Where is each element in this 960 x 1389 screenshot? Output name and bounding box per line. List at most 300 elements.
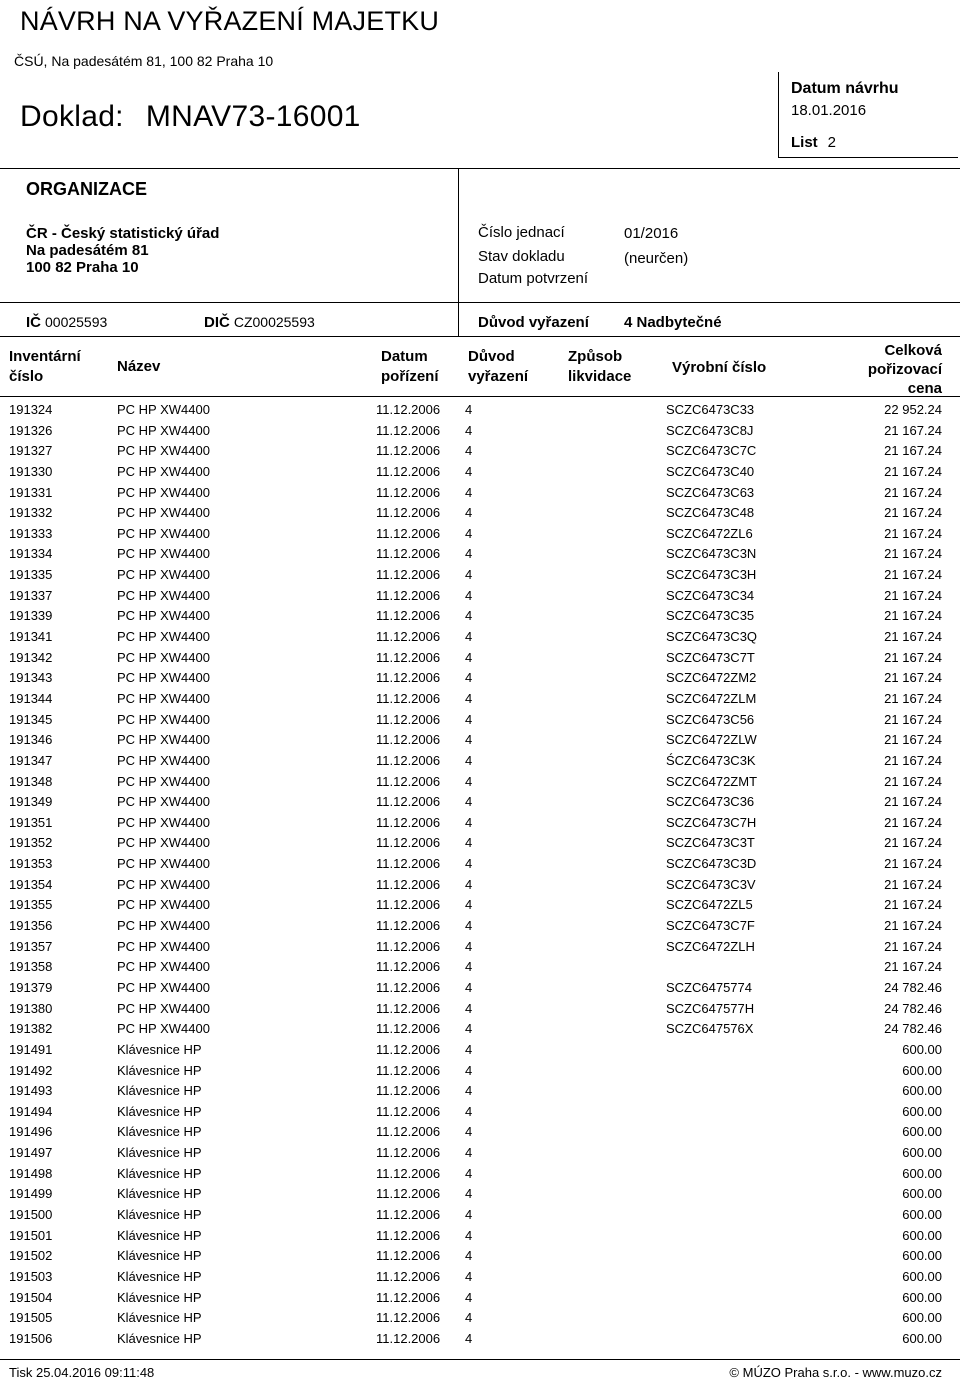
cell-duvod: 4	[465, 670, 473, 686]
cell-datum-porizeni: 11.12.2006	[376, 1000, 441, 1016]
cell-nazev: PC HP XW4400	[117, 773, 210, 789]
cell-duvod: 4	[465, 959, 473, 975]
cell-duvod: 4	[465, 1062, 473, 1078]
cell-duvod: 4	[465, 525, 473, 541]
col-header-line: Způsob	[568, 348, 623, 365]
cell-duvod: 4	[465, 422, 473, 438]
cell-duvod: 4	[465, 463, 473, 479]
cell-duvod: 4	[465, 1145, 473, 1161]
stav-dokladu-label: Stav dokladu	[478, 248, 565, 265]
cell-cena: 600.00	[902, 1310, 942, 1326]
col-header-line: číslo	[9, 368, 44, 385]
cell-datum-porizeni: 11.12.2006	[376, 1186, 441, 1202]
cell-vyrobni-cislo: SCZC6473C56	[666, 711, 755, 727]
date-box	[778, 72, 958, 158]
table-row	[0, 710, 960, 731]
cell-nazev: PC HP XW4400	[117, 897, 210, 913]
table-row	[0, 441, 960, 462]
cell-datum-porizeni: 11.12.2006	[376, 463, 441, 479]
dic-label: DIČ	[204, 314, 230, 331]
cell-duvod: 4	[465, 484, 473, 500]
cell-vyrobni-cislo: SCZC6473C36	[666, 794, 755, 810]
cell-cena: 21 167.24	[884, 814, 942, 830]
cell-datum-porizeni: 11.12.2006	[376, 938, 441, 954]
cell-nazev: PC HP XW4400	[117, 608, 210, 624]
table-row	[0, 648, 960, 669]
table-row	[0, 1081, 960, 1102]
cell-inventarni-cislo: 191345	[9, 711, 53, 727]
cell-inventarni-cislo: 191356	[9, 918, 53, 934]
cell-duvod: 4	[465, 1330, 473, 1346]
col-header-line: pořízení	[381, 368, 439, 385]
cell-cena: 24 782.46	[884, 1000, 942, 1016]
cell-nazev: PC HP XW4400	[117, 794, 210, 810]
cell-nazev: Klávesnice HP	[117, 1041, 202, 1057]
table-row	[0, 978, 960, 999]
cell-duvod: 4	[465, 711, 473, 727]
cell-duvod: 4	[465, 1206, 473, 1222]
table-row	[0, 772, 960, 793]
cell-duvod: 4	[465, 1000, 473, 1016]
col-header-line: Celková	[884, 342, 942, 359]
table-row	[0, 813, 960, 834]
cell-inventarni-cislo: 191492	[9, 1062, 53, 1078]
col-duvod-vyrazeni	[468, 347, 528, 387]
page-footer	[0, 1359, 960, 1389]
cell-datum-porizeni: 11.12.2006	[376, 1248, 441, 1264]
cell-nazev: PC HP XW4400	[117, 402, 210, 417]
list-label: List	[791, 134, 818, 151]
table-row	[0, 565, 960, 586]
cell-nazev: PC HP XW4400	[117, 918, 210, 934]
col-header-line: likvidace	[568, 368, 632, 385]
table-row	[0, 503, 960, 524]
cell-duvod: 4	[465, 1227, 473, 1243]
table-row	[0, 751, 960, 772]
table-row	[0, 957, 960, 978]
list-value: 2	[827, 134, 837, 151]
duvod-vyrazeni-label: Důvod vyřazení	[478, 314, 589, 331]
cell-cena: 21 167.24	[884, 897, 942, 913]
cell-nazev: PC HP XW4400	[117, 546, 210, 562]
ic-field	[26, 314, 107, 331]
cell-datum-porizeni: 11.12.2006	[376, 608, 441, 624]
cell-nazev: Klávesnice HP	[117, 1310, 202, 1326]
table-row	[0, 916, 960, 937]
col-header-line: Datum	[381, 348, 428, 365]
cell-datum-porizeni: 11.12.2006	[376, 856, 441, 872]
print-timestamp: Tisk 25.04.2016 09:11:48	[9, 1365, 155, 1380]
cell-nazev: PC HP XW4400	[117, 525, 210, 541]
asset-table-body	[0, 400, 960, 1349]
organization-name	[26, 225, 219, 276]
cell-inventarni-cislo: 191333	[9, 525, 53, 541]
cell-vyrobni-cislo: SCZC6473C33	[666, 402, 755, 417]
cell-inventarni-cislo: 191334	[9, 546, 53, 562]
table-row	[0, 400, 960, 421]
organization-address-line: Na padesátém 81	[26, 242, 149, 259]
cell-nazev: PC HP XW4400	[117, 649, 210, 665]
cell-inventarni-cislo: 191342	[9, 649, 53, 665]
cell-inventarni-cislo: 191357	[9, 938, 53, 954]
table-row	[0, 854, 960, 875]
cell-cena: 24 782.46	[884, 979, 942, 995]
col-header-line: vyřazení	[468, 368, 529, 385]
cell-cena: 21 167.24	[884, 711, 942, 727]
cell-duvod: 4	[465, 402, 473, 417]
cell-inventarni-cislo: 191331	[9, 484, 53, 500]
cell-nazev: PC HP XW4400	[117, 835, 210, 851]
cell-inventarni-cislo: 191344	[9, 690, 53, 706]
table-row	[0, 606, 960, 627]
cell-inventarni-cislo: 191380	[9, 1000, 53, 1016]
col-header-line: Inventární	[9, 348, 81, 365]
cell-nazev: PC HP XW4400	[117, 422, 210, 438]
cell-nazev: PC HP XW4400	[117, 629, 210, 645]
cell-nazev: PC HP XW4400	[117, 959, 210, 975]
cell-cena: 21 167.24	[884, 629, 942, 645]
cell-datum-porizeni: 11.12.2006	[376, 794, 441, 810]
list-number	[791, 134, 836, 151]
cell-duvod: 4	[465, 1103, 473, 1119]
table-row	[0, 1019, 960, 1040]
cell-duvod: 4	[465, 1248, 473, 1264]
cell-nazev: Klávesnice HP	[117, 1186, 202, 1202]
cell-nazev: Klávesnice HP	[117, 1165, 202, 1181]
stav-dokladu-value: (neurčen)	[624, 250, 689, 267]
cell-cena: 21 167.24	[884, 918, 942, 934]
cell-duvod: 4	[465, 587, 473, 603]
cell-nazev: PC HP XW4400	[117, 814, 210, 830]
cell-inventarni-cislo: 191339	[9, 608, 53, 624]
cell-nazev: Klávesnice HP	[117, 1248, 202, 1264]
cell-nazev: PC HP XW4400	[117, 505, 210, 521]
org-address: ČSÚ, Na padesátém 81, 100 82 Praha 10	[14, 53, 274, 69]
table-row	[0, 1040, 960, 1061]
cell-datum-porizeni: 11.12.2006	[376, 1206, 441, 1222]
table-row	[0, 483, 960, 504]
cell-datum-porizeni: 11.12.2006	[376, 1227, 441, 1243]
cell-datum-porizeni: 11.12.2006	[376, 979, 441, 995]
cell-inventarni-cislo: 191349	[9, 794, 53, 810]
cell-vyrobni-cislo: SCZC6473C3D	[666, 856, 757, 872]
cell-inventarni-cislo: 191332	[9, 505, 53, 521]
cell-inventarni-cislo: 191506	[9, 1330, 53, 1346]
cell-duvod: 4	[465, 690, 473, 706]
cell-nazev: Klávesnice HP	[117, 1103, 202, 1119]
document-number: MNAV73-16001	[145, 100, 361, 133]
cell-nazev: Klávesnice HP	[117, 1145, 202, 1161]
cell-duvod: 4	[465, 752, 473, 768]
cell-cena: 600.00	[902, 1227, 942, 1243]
cell-datum-porizeni: 11.12.2006	[376, 546, 441, 562]
cell-duvod: 4	[465, 814, 473, 830]
cell-cena: 600.00	[902, 1289, 942, 1305]
cell-nazev: PC HP XW4400	[117, 732, 210, 748]
cell-vyrobni-cislo: SCZC6472ZL6	[666, 525, 753, 541]
cell-inventarni-cislo: 191337	[9, 587, 53, 603]
organization-name-line: ČR - Český statistický úřad	[26, 225, 220, 242]
cell-datum-porizeni: 11.12.2006	[376, 732, 441, 748]
cell-inventarni-cislo: 191326	[9, 422, 53, 438]
cell-datum-porizeni: 11.12.2006	[376, 567, 441, 583]
table-row	[0, 1122, 960, 1143]
cell-vyrobni-cislo: SCZC6473C3T	[666, 835, 755, 851]
table-row	[0, 668, 960, 689]
cell-nazev: PC HP XW4400	[117, 670, 210, 686]
cell-duvod: 4	[465, 443, 473, 459]
cell-nazev: PC HP XW4400	[117, 876, 210, 892]
cell-datum-porizeni: 11.12.2006	[376, 484, 441, 500]
cell-inventarni-cislo: 191497	[9, 1145, 53, 1161]
cell-cena: 600.00	[902, 1165, 942, 1181]
table-row	[0, 1164, 960, 1185]
cell-nazev: Klávesnice HP	[117, 1289, 202, 1305]
cell-cena: 21 167.24	[884, 567, 942, 583]
cell-cena: 600.00	[902, 1330, 942, 1346]
dic-field	[204, 314, 315, 331]
cell-cena: 21 167.24	[884, 587, 942, 603]
cell-vyrobni-cislo: SCZC6472ZLH	[666, 938, 755, 954]
cell-datum-porizeni: 11.12.2006	[376, 629, 441, 645]
cell-vyrobni-cislo: SCZC6472ZLM	[666, 690, 757, 706]
cell-datum-porizeni: 11.12.2006	[376, 959, 441, 975]
cell-nazev: Klávesnice HP	[117, 1124, 202, 1140]
cell-nazev: Klávesnice HP	[117, 1330, 202, 1346]
table-row	[0, 544, 960, 565]
cell-inventarni-cislo: 191491	[9, 1041, 53, 1057]
cell-duvod: 4	[465, 876, 473, 892]
cell-nazev: PC HP XW4400	[117, 1021, 210, 1037]
table-row	[0, 1288, 960, 1309]
cell-datum-porizeni: 11.12.2006	[376, 876, 441, 892]
cell-duvod: 4	[465, 856, 473, 872]
cell-nazev: Klávesnice HP	[117, 1083, 202, 1099]
cell-vyrobni-cislo: SCZC6472ZM2	[666, 670, 757, 686]
cell-inventarni-cislo: 191346	[9, 732, 53, 748]
cell-cena: 21 167.24	[884, 422, 942, 438]
cell-datum-porizeni: 11.12.2006	[376, 1021, 441, 1037]
cell-cena: 21 167.24	[884, 649, 942, 665]
cell-nazev: Klávesnice HP	[117, 1206, 202, 1222]
cell-nazev: Klávesnice HP	[117, 1227, 202, 1243]
col-datum-porizeni	[381, 347, 439, 387]
cell-datum-porizeni: 11.12.2006	[376, 1310, 441, 1326]
cell-vyrobni-cislo: SCZC6473C7C	[666, 443, 757, 459]
cell-datum-porizeni: 11.12.2006	[376, 1145, 441, 1161]
cell-duvod: 4	[465, 1083, 473, 1099]
cell-inventarni-cislo: 191351	[9, 814, 53, 830]
cell-cena: 21 167.24	[884, 505, 942, 521]
cell-nazev: PC HP XW4400	[117, 856, 210, 872]
cell-duvod: 4	[465, 1289, 473, 1305]
cell-datum-porizeni: 11.12.2006	[376, 1062, 441, 1078]
table-row	[0, 937, 960, 958]
cell-inventarni-cislo: 191379	[9, 979, 53, 995]
cell-cena: 22 952.24	[884, 402, 942, 417]
cell-duvod: 4	[465, 1310, 473, 1326]
cell-duvod: 4	[465, 1186, 473, 1202]
table-row	[0, 524, 960, 545]
cell-duvod: 4	[465, 897, 473, 913]
cell-inventarni-cislo: 191354	[9, 876, 53, 892]
cell-duvod: 4	[465, 918, 473, 934]
table-row	[0, 1329, 960, 1350]
cell-inventarni-cislo: 191498	[9, 1165, 53, 1181]
cell-cena: 21 167.24	[884, 773, 942, 789]
cell-datum-porizeni: 11.12.2006	[376, 670, 441, 686]
cell-cena: 21 167.24	[884, 690, 942, 706]
cell-nazev: Klávesnice HP	[117, 1268, 202, 1284]
cell-datum-porizeni: 11.12.2006	[376, 1268, 441, 1284]
cell-datum-porizeni: 11.12.2006	[376, 1083, 441, 1099]
table-row	[0, 1205, 960, 1226]
cell-vyrobni-cislo: SCZC6473C3N	[666, 546, 757, 562]
col-zpusob-likvidace	[568, 347, 631, 387]
cell-cena: 600.00	[902, 1248, 942, 1264]
table-row	[0, 875, 960, 896]
cell-cena: 21 167.24	[884, 546, 942, 562]
cell-cena: 21 167.24	[884, 443, 942, 459]
cell-datum-porizeni: 11.12.2006	[376, 918, 441, 934]
datum-navrhu-value: 18.01.2016	[791, 102, 867, 119]
cell-nazev: PC HP XW4400	[117, 979, 210, 995]
table-row	[0, 586, 960, 607]
cell-vyrobni-cislo: SCZC6472ZMT	[666, 773, 758, 789]
cell-datum-porizeni: 11.12.2006	[376, 752, 441, 768]
cell-datum-porizeni: 11.12.2006	[376, 1124, 441, 1140]
cell-duvod: 4	[465, 505, 473, 521]
cell-inventarni-cislo: 191501	[9, 1227, 53, 1243]
col-vyrobni-cislo: Výrobní číslo	[672, 359, 767, 376]
document-title: NÁVRH NA VYŘAZENÍ MAJETKU	[20, 6, 440, 36]
col-header-line: Důvod	[468, 348, 515, 365]
cell-nazev: PC HP XW4400	[117, 463, 210, 479]
cell-nazev: PC HP XW4400	[117, 567, 210, 583]
cell-vyrobni-cislo: ŚCZC6473C3K	[666, 752, 756, 768]
cell-vyrobni-cislo: SCZC6473C3H	[666, 567, 757, 583]
cell-vyrobni-cislo: SCZC6473C3V	[666, 876, 756, 892]
cell-cena: 600.00	[902, 1186, 942, 1202]
table-row	[0, 1226, 960, 1247]
cell-cena: 600.00	[902, 1041, 942, 1057]
table-row	[0, 833, 960, 854]
cell-cena: 21 167.24	[884, 959, 942, 975]
cell-inventarni-cislo: 191347	[9, 752, 53, 768]
cell-duvod: 4	[465, 1124, 473, 1140]
cell-cena: 21 167.24	[884, 525, 942, 541]
organization-address-line: 100 82 Praha 10	[26, 259, 139, 276]
table-row	[0, 1308, 960, 1329]
cell-inventarni-cislo: 191505	[9, 1310, 53, 1326]
cell-duvod: 4	[465, 835, 473, 851]
ic-label: IČ	[26, 314, 41, 331]
cell-datum-porizeni: 11.12.2006	[376, 525, 441, 541]
table-row	[0, 895, 960, 916]
cell-duvod: 4	[465, 732, 473, 748]
cell-nazev: PC HP XW4400	[117, 1000, 210, 1016]
cell-inventarni-cislo: 191358	[9, 959, 53, 975]
cell-inventarni-cislo: 191355	[9, 897, 53, 913]
cell-vyrobni-cislo: SCZC6473C7H	[666, 814, 757, 830]
cell-cena: 21 167.24	[884, 608, 942, 624]
cell-inventarni-cislo: 191327	[9, 443, 53, 459]
cell-duvod: 4	[465, 629, 473, 645]
cell-inventarni-cislo: 191500	[9, 1206, 53, 1222]
cell-vyrobni-cislo: SCZC647577H	[666, 1000, 755, 1016]
cell-inventarni-cislo: 191499	[9, 1186, 53, 1202]
divider	[458, 169, 459, 336]
cell-cena: 600.00	[902, 1124, 942, 1140]
cell-datum-porizeni: 11.12.2006	[376, 1103, 441, 1119]
cell-duvod: 4	[465, 567, 473, 583]
table-row	[0, 730, 960, 751]
cell-cena: 21 167.24	[884, 835, 942, 851]
cell-datum-porizeni: 11.12.2006	[376, 897, 441, 913]
cell-nazev: PC HP XW4400	[117, 752, 210, 768]
table-row	[0, 1061, 960, 1082]
table-row	[0, 1267, 960, 1288]
cell-duvod: 4	[465, 608, 473, 624]
cell-cena: 21 167.24	[884, 670, 942, 686]
cell-duvod: 4	[465, 1021, 473, 1037]
cell-duvod: 4	[465, 979, 473, 995]
cell-cena: 21 167.24	[884, 484, 942, 500]
organization-section	[0, 168, 960, 337]
cell-vyrobni-cislo: SCZC6475774	[666, 979, 752, 995]
cell-duvod: 4	[465, 649, 473, 665]
document-label: Doklad:	[20, 100, 124, 133]
cell-vyrobni-cislo: SCZC6473C40	[666, 463, 755, 479]
divider	[0, 302, 960, 303]
cell-inventarni-cislo: 191504	[9, 1289, 53, 1305]
cell-vyrobni-cislo: SCZC6473C7F	[666, 918, 755, 934]
cell-datum-porizeni: 11.12.2006	[376, 1289, 441, 1305]
cell-duvod: 4	[465, 938, 473, 954]
col-nazev: Název	[117, 358, 161, 375]
cell-datum-porizeni: 11.12.2006	[376, 1041, 441, 1057]
cell-duvod: 4	[465, 1268, 473, 1284]
cell-nazev: Klávesnice HP	[117, 1062, 202, 1078]
cell-cena: 21 167.24	[884, 463, 942, 479]
table-row	[0, 1184, 960, 1205]
cell-inventarni-cislo: 191502	[9, 1248, 53, 1264]
cell-nazev: PC HP XW4400	[117, 711, 210, 727]
cell-cena: 21 167.24	[884, 752, 942, 768]
cell-inventarni-cislo: 191352	[9, 835, 53, 851]
col-inventarni-cislo	[9, 347, 81, 387]
cell-datum-porizeni: 11.12.2006	[376, 587, 441, 603]
organization-title: ORGANIZACE	[26, 179, 147, 199]
cell-cena: 600.00	[902, 1268, 942, 1284]
cell-datum-porizeni: 11.12.2006	[376, 1330, 441, 1346]
cell-cena: 21 167.24	[884, 876, 942, 892]
cell-inventarni-cislo: 191330	[9, 463, 53, 479]
cell-datum-porizeni: 11.12.2006	[376, 814, 441, 830]
cell-vyrobni-cislo: SCZC6473C34	[666, 587, 755, 603]
table-row	[0, 462, 960, 483]
table-row	[0, 1143, 960, 1164]
cell-datum-porizeni: 11.12.2006	[376, 773, 441, 789]
table-row	[0, 999, 960, 1020]
cell-inventarni-cislo: 191493	[9, 1083, 53, 1099]
cell-cena: 21 167.24	[884, 856, 942, 872]
cell-cena: 600.00	[902, 1103, 942, 1119]
cell-vyrobni-cislo: SCZC6473C7T	[666, 649, 755, 665]
cell-datum-porizeni: 11.12.2006	[376, 1165, 441, 1181]
cell-duvod: 4	[465, 773, 473, 789]
cell-nazev: PC HP XW4400	[117, 587, 210, 603]
